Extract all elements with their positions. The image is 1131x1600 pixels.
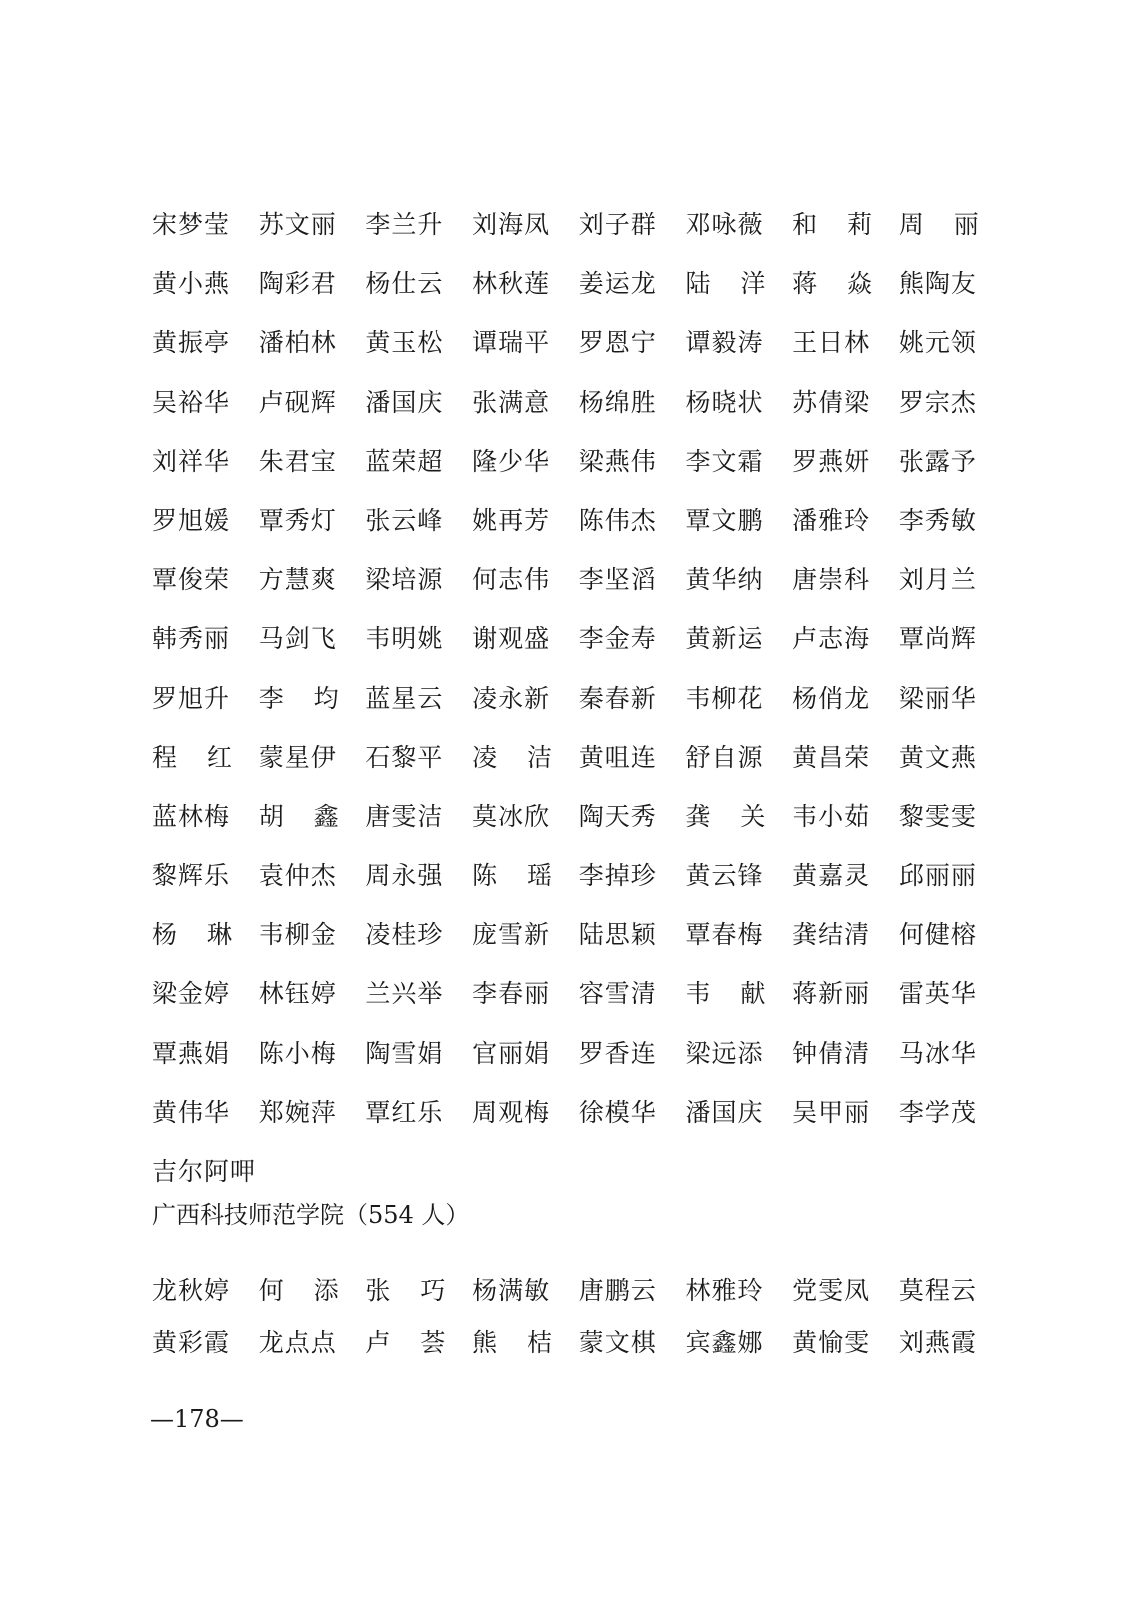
name-entry: 黄愉雯 bbox=[792, 1328, 871, 1357]
name-entry: 韦柳金 bbox=[258, 920, 337, 950]
name-entry: 卢砚辉 bbox=[258, 387, 337, 417]
name-entry: 张 巧 bbox=[365, 1276, 446, 1305]
section-name-list bbox=[152, 1271, 982, 1375]
name-entry: 谭毅涛 bbox=[685, 328, 764, 358]
name-entry: 凌永新 bbox=[472, 683, 551, 713]
name-entry: 周 丽 bbox=[898, 210, 979, 239]
name-entry: 黎雯雯 bbox=[898, 801, 977, 831]
name-entry: 龚 关 bbox=[685, 801, 766, 831]
name-entry: 梁培源 bbox=[365, 565, 444, 595]
name-entry: 陶雪娟 bbox=[365, 1038, 444, 1068]
name-entry: 黄伟华 bbox=[152, 1097, 231, 1127]
name-entry: 宋梦莹 bbox=[152, 210, 231, 239]
name-entry: 李文霜 bbox=[685, 446, 764, 476]
name-entry: 黄咀连 bbox=[578, 742, 657, 772]
name-entry: 梁燕伟 bbox=[578, 446, 657, 476]
name-entry: 陶天秀 bbox=[578, 801, 657, 831]
name-entry: 舒自源 bbox=[685, 742, 764, 772]
name-list bbox=[152, 205, 982, 1211]
name-entry: 黄嘉灵 bbox=[792, 861, 871, 891]
name-entry: 石黎平 bbox=[365, 742, 444, 772]
name-entry: 胡 鑫 bbox=[258, 801, 339, 831]
name-entry: 王日林 bbox=[792, 328, 871, 358]
name-entry: 莫程云 bbox=[898, 1276, 977, 1305]
name-entry: 李金寿 bbox=[578, 624, 657, 654]
name-entry: 潘国庆 bbox=[365, 387, 444, 417]
name-entry: 蓝荣超 bbox=[365, 446, 444, 476]
name-entry: 蒋 焱 bbox=[792, 269, 873, 299]
name-entry: 苏文丽 bbox=[258, 210, 337, 239]
name-entry: 覃红乐 bbox=[365, 1097, 444, 1127]
name-entry: 蓝林梅 bbox=[152, 801, 231, 831]
name-entry: 黎辉乐 bbox=[152, 861, 231, 891]
name-entry: 潘国庆 bbox=[685, 1097, 764, 1127]
name-entry: 韩秀丽 bbox=[152, 624, 231, 654]
name-entry: 罗宗杰 bbox=[898, 387, 977, 417]
name-entry: 马剑飞 bbox=[258, 624, 337, 654]
name-entry: 熊 桔 bbox=[472, 1328, 553, 1357]
name-entry: 罗恩宁 bbox=[578, 328, 657, 358]
name-entry: 何 添 bbox=[258, 1276, 339, 1305]
name-entry: 陆 洋 bbox=[685, 269, 766, 299]
name-entry: 杨绵胜 bbox=[578, 387, 657, 417]
name-entry: 覃燕娟 bbox=[152, 1038, 231, 1068]
name-entry: 蒙文棋 bbox=[578, 1328, 657, 1357]
name-entry: 罗旭升 bbox=[152, 683, 231, 713]
name-entry: 唐崇科 bbox=[792, 565, 871, 595]
name-entry: 黄小燕 bbox=[152, 269, 231, 299]
name-entry: 陶彩君 bbox=[258, 269, 337, 299]
name-entry: 官丽娟 bbox=[472, 1038, 551, 1068]
name-entry: 罗旭媛 bbox=[152, 505, 231, 535]
name-entry: 蓝星云 bbox=[365, 683, 444, 713]
name-entry: 周观梅 bbox=[472, 1097, 551, 1127]
name-entry: 蒋新丽 bbox=[792, 979, 871, 1009]
name-entry: 卢 荟 bbox=[365, 1328, 446, 1357]
name-entry: 林钰婷 bbox=[258, 979, 337, 1009]
name-entry: 莫冰欣 bbox=[472, 801, 551, 831]
name-entry: 黄华纳 bbox=[685, 565, 764, 595]
name-entry: 罗燕妍 bbox=[792, 446, 871, 476]
section-heading: 广西科技师范学院（554 人） bbox=[152, 1201, 470, 1229]
name-entry: 谢观盛 bbox=[472, 624, 551, 654]
name-entry: 梁远添 bbox=[685, 1038, 764, 1068]
name-entry: 罗香连 bbox=[578, 1038, 657, 1068]
name-entry: 黄玉松 bbox=[365, 328, 444, 358]
name-entry: 潘雅玲 bbox=[792, 505, 871, 535]
name-entry: 黄振亭 bbox=[152, 328, 231, 358]
name-entry: 吉尔阿呷 bbox=[152, 1157, 257, 1186]
name-entry: 陈伟杰 bbox=[578, 505, 657, 535]
name-entry: 黄文燕 bbox=[898, 742, 977, 772]
name-entry: 覃春梅 bbox=[685, 920, 764, 950]
name-entry: 杨仕云 bbox=[365, 269, 444, 299]
name-entry: 郑婉萍 bbox=[258, 1097, 337, 1127]
name-entry: 兰兴举 bbox=[365, 979, 444, 1009]
name-entry: 蒙星伊 bbox=[258, 742, 337, 772]
name-entry: 潘柏林 bbox=[258, 328, 337, 358]
name-entry: 林雅玲 bbox=[685, 1276, 764, 1305]
name-entry: 李学茂 bbox=[898, 1097, 977, 1127]
name-entry: 梁丽华 bbox=[898, 683, 977, 713]
name-entry: 李坚滔 bbox=[578, 565, 657, 595]
name-entry: 方慧爽 bbox=[258, 565, 337, 595]
name-entry: 卢志海 bbox=[792, 624, 871, 654]
name-entry: 唐雯洁 bbox=[365, 801, 444, 831]
name-entry: 刘海凤 bbox=[472, 210, 551, 239]
name-entry: 韦小茹 bbox=[792, 801, 871, 831]
name-entry: 黄云锋 bbox=[685, 861, 764, 891]
name-entry: 李秀敏 bbox=[898, 505, 977, 535]
name-entry: 韦 献 bbox=[685, 979, 766, 1009]
name-entry: 李春丽 bbox=[472, 979, 551, 1009]
name-entry: 李掉珍 bbox=[578, 861, 657, 891]
name-entry: 容雪清 bbox=[578, 979, 657, 1009]
name-entry: 黄昌荣 bbox=[792, 742, 871, 772]
name-entry: 何志伟 bbox=[472, 565, 551, 595]
name-entry: 邱丽丽 bbox=[898, 861, 977, 891]
name-entry: 谭瑞平 bbox=[472, 328, 551, 358]
name-entry: 张云峰 bbox=[365, 505, 444, 535]
name-entry: 林秋莲 bbox=[472, 269, 551, 299]
name-entry: 覃文鹏 bbox=[685, 505, 764, 535]
name-entry: 张露予 bbox=[898, 446, 977, 476]
name-entry: 梁金婷 bbox=[152, 979, 231, 1009]
name-entry: 宾鑫娜 bbox=[685, 1328, 764, 1357]
name-entry: 黄彩霞 bbox=[152, 1328, 231, 1357]
name-entry: 杨俏龙 bbox=[792, 683, 871, 713]
name-entry: 周永强 bbox=[365, 861, 444, 891]
page-number: —178— bbox=[150, 1405, 244, 1433]
name-entry: 凌桂珍 bbox=[365, 920, 444, 950]
name-entry: 吴甲丽 bbox=[792, 1097, 871, 1127]
name-entry: 唐鹏云 bbox=[578, 1276, 657, 1305]
name-entry: 龙点点 bbox=[258, 1328, 337, 1357]
name-entry: 李 均 bbox=[258, 683, 339, 713]
name-entry: 刘燕霞 bbox=[898, 1328, 977, 1357]
name-entry: 陈 瑶 bbox=[472, 861, 553, 891]
name-entry: 龚结清 bbox=[792, 920, 871, 950]
name-entry: 马冰华 bbox=[898, 1038, 977, 1068]
name-entry: 和 莉 bbox=[792, 210, 873, 239]
name-entry: 秦春新 bbox=[578, 683, 657, 713]
name-entry: 何健榕 bbox=[898, 920, 977, 950]
name-entry: 张满意 bbox=[472, 387, 551, 417]
name-entry: 韦明姚 bbox=[365, 624, 444, 654]
name-entry: 姚再芳 bbox=[472, 505, 551, 535]
name-entry: 吴裕华 bbox=[152, 387, 231, 417]
name-entry: 邓咏薇 bbox=[685, 210, 764, 239]
name-entry: 覃俊荣 bbox=[152, 565, 231, 595]
name-entry: 凌 洁 bbox=[472, 742, 553, 772]
name-entry: 韦柳花 bbox=[685, 683, 764, 713]
name-entry: 陆思颖 bbox=[578, 920, 657, 950]
name-entry: 李兰升 bbox=[365, 210, 444, 239]
name-entry: 刘月兰 bbox=[898, 565, 977, 595]
name-entry: 姚元领 bbox=[898, 328, 977, 358]
name-entry: 覃尚辉 bbox=[898, 624, 977, 654]
name-entry: 姜运龙 bbox=[578, 269, 657, 299]
name-entry: 陈小梅 bbox=[258, 1038, 337, 1068]
name-entry: 覃秀灯 bbox=[258, 505, 337, 535]
name-entry: 龙秋婷 bbox=[152, 1276, 231, 1305]
name-entry: 熊陶友 bbox=[898, 269, 977, 299]
name-entry: 庞雪新 bbox=[472, 920, 551, 950]
name-entry: 程 红 bbox=[152, 742, 232, 772]
name-entry: 袁仲杰 bbox=[258, 861, 337, 891]
name-entry: 朱君宝 bbox=[258, 446, 337, 476]
name-entry: 徐模华 bbox=[578, 1097, 657, 1127]
name-entry: 钟倩清 bbox=[792, 1038, 871, 1068]
name-entry: 杨 琳 bbox=[152, 920, 232, 950]
name-entry: 杨晓状 bbox=[685, 387, 764, 417]
name-entry: 隆少华 bbox=[472, 446, 551, 476]
name-entry: 雷英华 bbox=[898, 979, 977, 1009]
name-entry: 杨满敏 bbox=[472, 1276, 551, 1305]
name-entry: 苏倩梁 bbox=[792, 387, 871, 417]
name-entry: 刘祥华 bbox=[152, 446, 231, 476]
name-entry: 党雯凤 bbox=[792, 1276, 871, 1305]
name-entry: 刘子群 bbox=[578, 210, 657, 239]
name-entry: 黄新运 bbox=[685, 624, 764, 654]
